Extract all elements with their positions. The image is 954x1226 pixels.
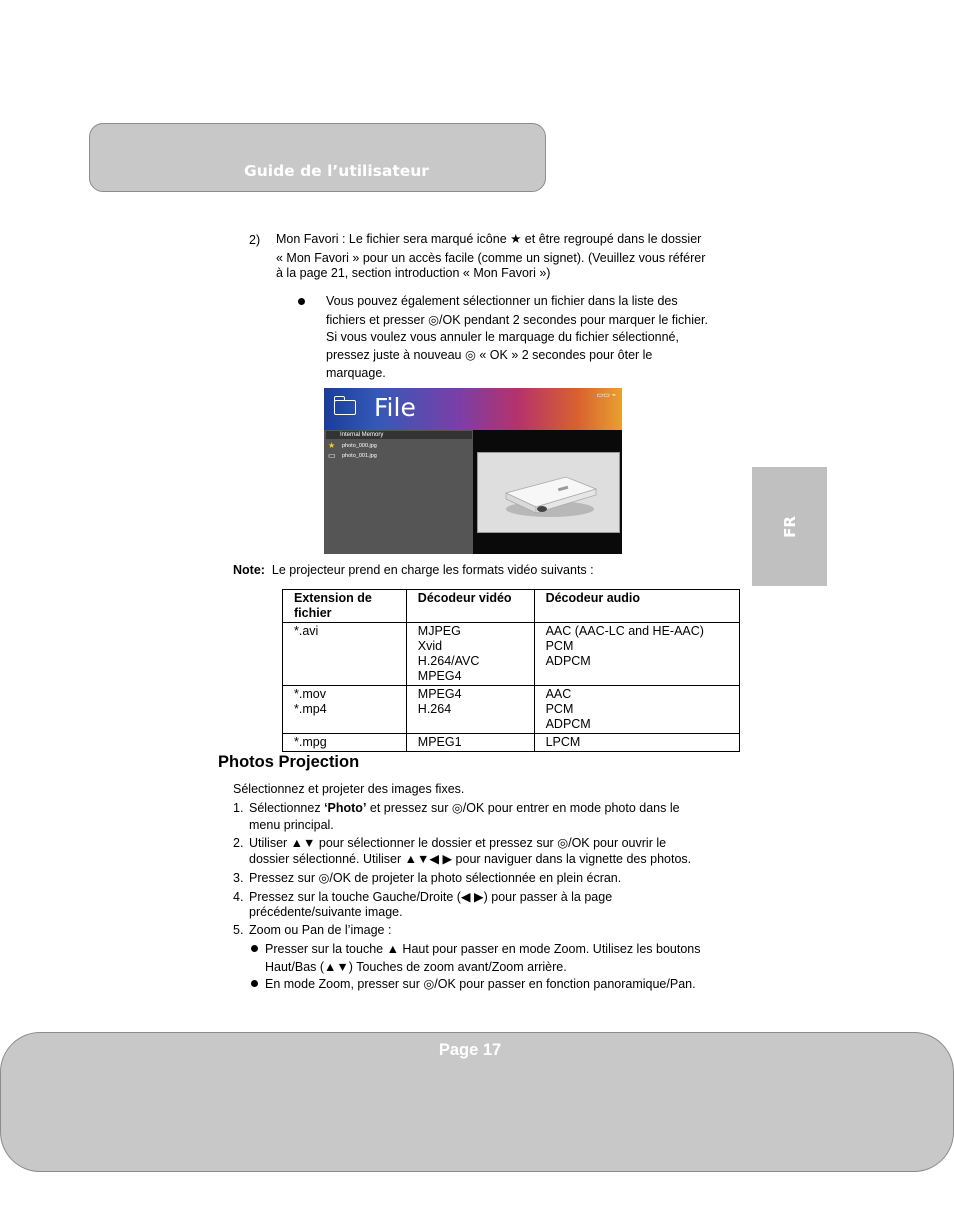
photo-preview <box>477 452 620 533</box>
formats-table <box>282 589 740 752</box>
column-header <box>534 590 739 623</box>
screenshot-banner <box>324 388 622 430</box>
cell-line: ADPCM <box>545 717 591 731</box>
bullet-icon <box>298 298 305 305</box>
cell-line: PCM <box>545 639 574 653</box>
cell-line: H.264 <box>417 702 452 716</box>
step-1-line-1 <box>249 800 680 817</box>
bullet-icon <box>251 945 258 952</box>
step-number: 4. <box>233 890 244 904</box>
tip-line-1: Vous pouvez également sélectionner un fichier dans la liste des <box>326 294 678 308</box>
cell-line: MJPEG <box>417 624 461 638</box>
bullet-1-line-1: Presser sur la touche ▲ Haut pour passer en mode Zoom. Utilisez les boutons <box>265 942 701 956</box>
step-1-line-2: menu principal. <box>249 818 334 832</box>
file-name: photo_000.jpg <box>342 443 377 449</box>
column-header <box>283 590 407 623</box>
tip-line-3: Si vous voulez vous annuler le marquage du fichier sélectionné, <box>326 330 679 344</box>
cell-line: MPEG1 <box>417 735 462 749</box>
step-number: 5. <box>233 923 244 937</box>
item2-line-2: « Mon Favori » pour un accès facile (comme un signet). (Veuillez vous référer <box>276 251 706 265</box>
status-icons: ▭▭ ⌁ <box>596 392 616 399</box>
cell-line: AAC (AAC-LC and HE-AAC) <box>545 624 704 638</box>
note-label: Note: <box>233 563 265 577</box>
memory-header <box>326 431 472 439</box>
cell-line: Xvid <box>417 639 443 653</box>
section-intro: Sélectionnez et projeter des images fixes. <box>233 782 465 796</box>
table-cell <box>406 734 534 752</box>
item-number: 2) <box>249 233 261 247</box>
projector-image <box>478 453 619 532</box>
language-label: FR <box>780 515 799 538</box>
cell-line: *.mpg <box>294 735 327 749</box>
step-2-line-2: dossier sélectionné. Utiliser ▲▼◀ ▶ pour naviguer dans la vignette des photos. <box>249 852 692 866</box>
folder-icon <box>334 400 356 415</box>
step-number: 3. <box>233 871 244 885</box>
header-audio: Décodeur audio <box>545 591 641 605</box>
table-row <box>283 623 740 686</box>
table-cell <box>534 686 739 734</box>
table-cell <box>534 623 739 686</box>
photo-icon: ▭ <box>328 451 336 460</box>
cell-line: PCM <box>545 702 574 716</box>
step-bold-text: ‘Photo’ <box>324 801 367 815</box>
step-5-line-1: Zoom ou Pan de l’image : <box>249 923 392 937</box>
bullet-1-line-2: Haut/Bas (▲▼) Touches de zoom avant/Zoom arrière. <box>265 960 567 974</box>
tip-line-2: fichiers et presser ◎/OK pendant 2 secondes pour marquer le fichier. <box>326 313 708 327</box>
cell-line: *.mp4 <box>294 702 327 716</box>
language-tab-label-wrap <box>752 467 827 586</box>
cell-line: *.avi <box>294 624 319 638</box>
table-cell <box>283 734 407 752</box>
cell-line: LPCM <box>545 735 581 749</box>
section-heading: Photos Projection <box>218 753 360 771</box>
step-text: Sélectionnez <box>249 801 325 815</box>
cell-line: MPEG4 <box>417 669 462 683</box>
table-cell <box>534 734 739 752</box>
star-icon: ★ <box>328 441 336 450</box>
cell-line: ADPCM <box>545 654 591 668</box>
step-2-line-1: Utiliser ▲▼ pour sélectionner le dossier et pressez sur ◎/OK pour ouvrir le <box>249 836 667 850</box>
column-header <box>406 590 534 623</box>
memory-label: Internal Memory <box>340 432 384 438</box>
cell-line: H.264/AVC <box>417 654 480 668</box>
step-text: et pressez sur ◎/OK pour entrer en mode photo dans le <box>366 801 680 815</box>
step-4-line-1: Pressez sur la touche Gauche/Droite (◀ ▶) pour passer à la page <box>249 890 613 904</box>
header-tab <box>89 123 546 192</box>
tip-line-5: marquage. <box>326 366 386 380</box>
table-header-row <box>283 590 740 623</box>
step-number: 2. <box>233 836 244 850</box>
list-item <box>328 442 377 450</box>
table-cell <box>406 623 534 686</box>
cell-line: MPEG4 <box>417 687 462 701</box>
table-cell <box>406 686 534 734</box>
step-3-line-1: Pressez sur ◎/OK de projeter la photo sélectionnée en plein écran. <box>249 871 622 885</box>
bullet-icon <box>251 980 258 987</box>
header-extension: Extension de fichier <box>294 591 372 620</box>
item2-line-3: à la page 21, section introduction « Mon Favori ») <box>276 266 551 280</box>
table-cell <box>283 623 407 686</box>
note-text: Le projecteur prend en charge les formats vidéo suivants : <box>271 563 594 577</box>
cell-line: AAC <box>545 687 572 701</box>
bullet-2-line-1: En mode Zoom, presser sur ◎/OK pour passer en fonction panoramique/Pan. <box>265 977 696 991</box>
table-row <box>283 734 740 752</box>
header-video: Décodeur vidéo <box>417 591 512 605</box>
table-cell <box>283 686 407 734</box>
step-4-line-2: précédente/suivante image. <box>249 905 403 919</box>
cell-line: *.mov <box>294 687 326 701</box>
table-row <box>283 686 740 734</box>
step-number: 1. <box>233 801 244 815</box>
screenshot-title: File <box>374 393 416 422</box>
item2-line-1: Mon Favori : Le fichier sera marqué icône ★ et être regroupé dans le dossier <box>276 232 702 246</box>
file-name: photo_001.jpg <box>342 453 377 459</box>
note <box>233 562 594 579</box>
page-number: Page 17 <box>438 1041 502 1059</box>
file-list <box>324 430 473 554</box>
tip-line-4: pressez juste à nouveau ◎ « OK » 2 secondes pour ôter le <box>326 348 653 362</box>
file-browser-screenshot <box>324 388 622 554</box>
document-title: Guide de l’utilisateur <box>244 162 429 180</box>
list-item <box>328 452 377 460</box>
